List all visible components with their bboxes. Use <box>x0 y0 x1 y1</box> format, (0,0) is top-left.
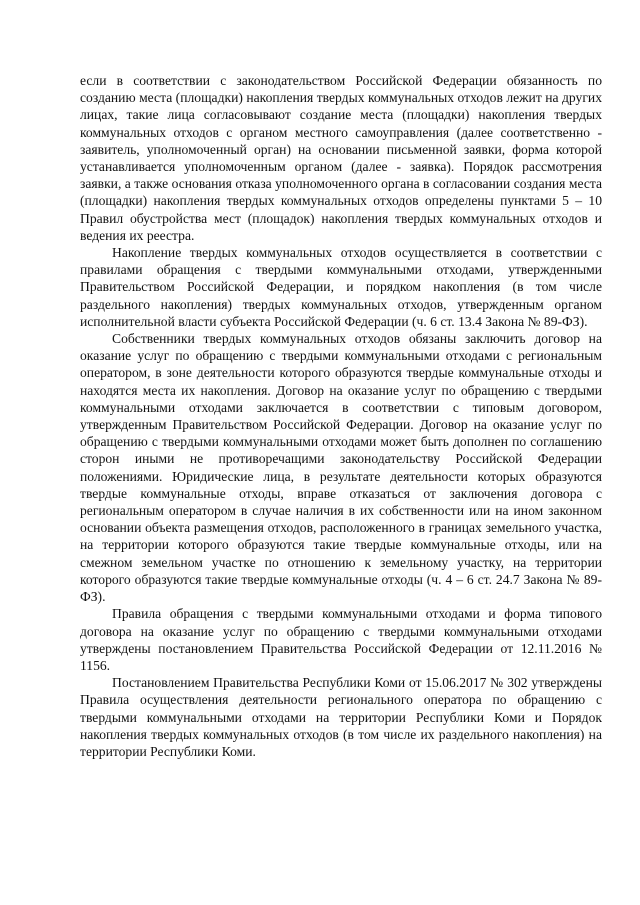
paragraph-komi-resolution: Постановлением Правительства Республики Коми от 15.06.2017 № 302 утверждены Правила осуществления деятельности регионального оператора по обращению с твердыми коммунальными отходами на территории Республики Коми и Порядок накопления твердых коммунальных отходов (в том числе их раздельного накопления) на территории Республики Коми. <box>80 675 602 759</box>
paragraph-waste-accumulation: Накопление твердых коммунальных отходов осуществляется в соответствии с правилами обращения с твердыми коммунальными отходами, утвержденными Правительством Российской Федерации, и порядком накопления (в том числе раздельного накопления) твердых коммунальных отходов, утвержденным органом исполнительной власти субъекта Российской Федерации (ч. 6 ст. 13.4 Закона № 89-ФЗ). <box>80 245 602 329</box>
document-page <box>80 72 602 760</box>
paragraph-rules-and-contract-form: Правила обращения с твердыми коммунальными отходами и форма типового договора на оказание услуг по обращению с твердыми коммунальными отходами утверждены постановлением Правительства Российской Федерации от 12.11.2016 № 1156. <box>80 606 602 673</box>
paragraph-owners-contract: Собственники твердых коммунальных отходов обязаны заключить договор на оказание услуг по обращению с твердыми коммунальными отходами с региональным оператором, в зоне деятельности которого образуются твердые коммунальные отходы и находятся места их накопления. Договор на оказание услуг по обращению с твердыми коммунальными отходами заключается в соответствии с типовым договором, утвержденным Правительством Российской Федерации. Договор на оказание услуг по обращению с твердыми коммунальными отходами может быть дополнен по соглашению сторон иными не противоречащими законодательству Российской Федерации положениями. Юридические лица, в результате деятельности которых образуются твердые коммунальные отходы, вправе отказаться от заключения договора с региональным оператором в случае наличия в их собственности или на ином законном основании объекта размещения отходов, расположенного в границах земельного участка, на территории которого образуются такие твердые коммунальные отходы, или на смежном земельном участке по отношению к земельному участку, на территории которого образуются такие твердые коммунальные отходы (ч. 4 – 6 ст. 24.7 Закона № 89-ФЗ). <box>80 331 602 605</box>
paragraph-site-approval: если в соответствии с законодательством Российской Федерации обязанность по созданию места (площадки) накопления твердых коммунальных отходов лежит на других лицах, такие лица согласовывают создание места (площадки) накопления твердых коммунальных отходов с органом местного самоуправления (далее соответственно - заявитель, уполномоченный орган) на основании письменной заявки, форма которой устанавливается уполномоченным органом (далее - заявка). Порядок рассмотрения заявки, а также основания отказа уполномоченного органа в согласовании создания места (площадки) накопления твердых коммунальных отходов определены пунктами 5 – 10 Правил обустройства мест (площадок) накопления твердых коммунальных отходов и ведения их реестра. <box>80 73 602 243</box>
